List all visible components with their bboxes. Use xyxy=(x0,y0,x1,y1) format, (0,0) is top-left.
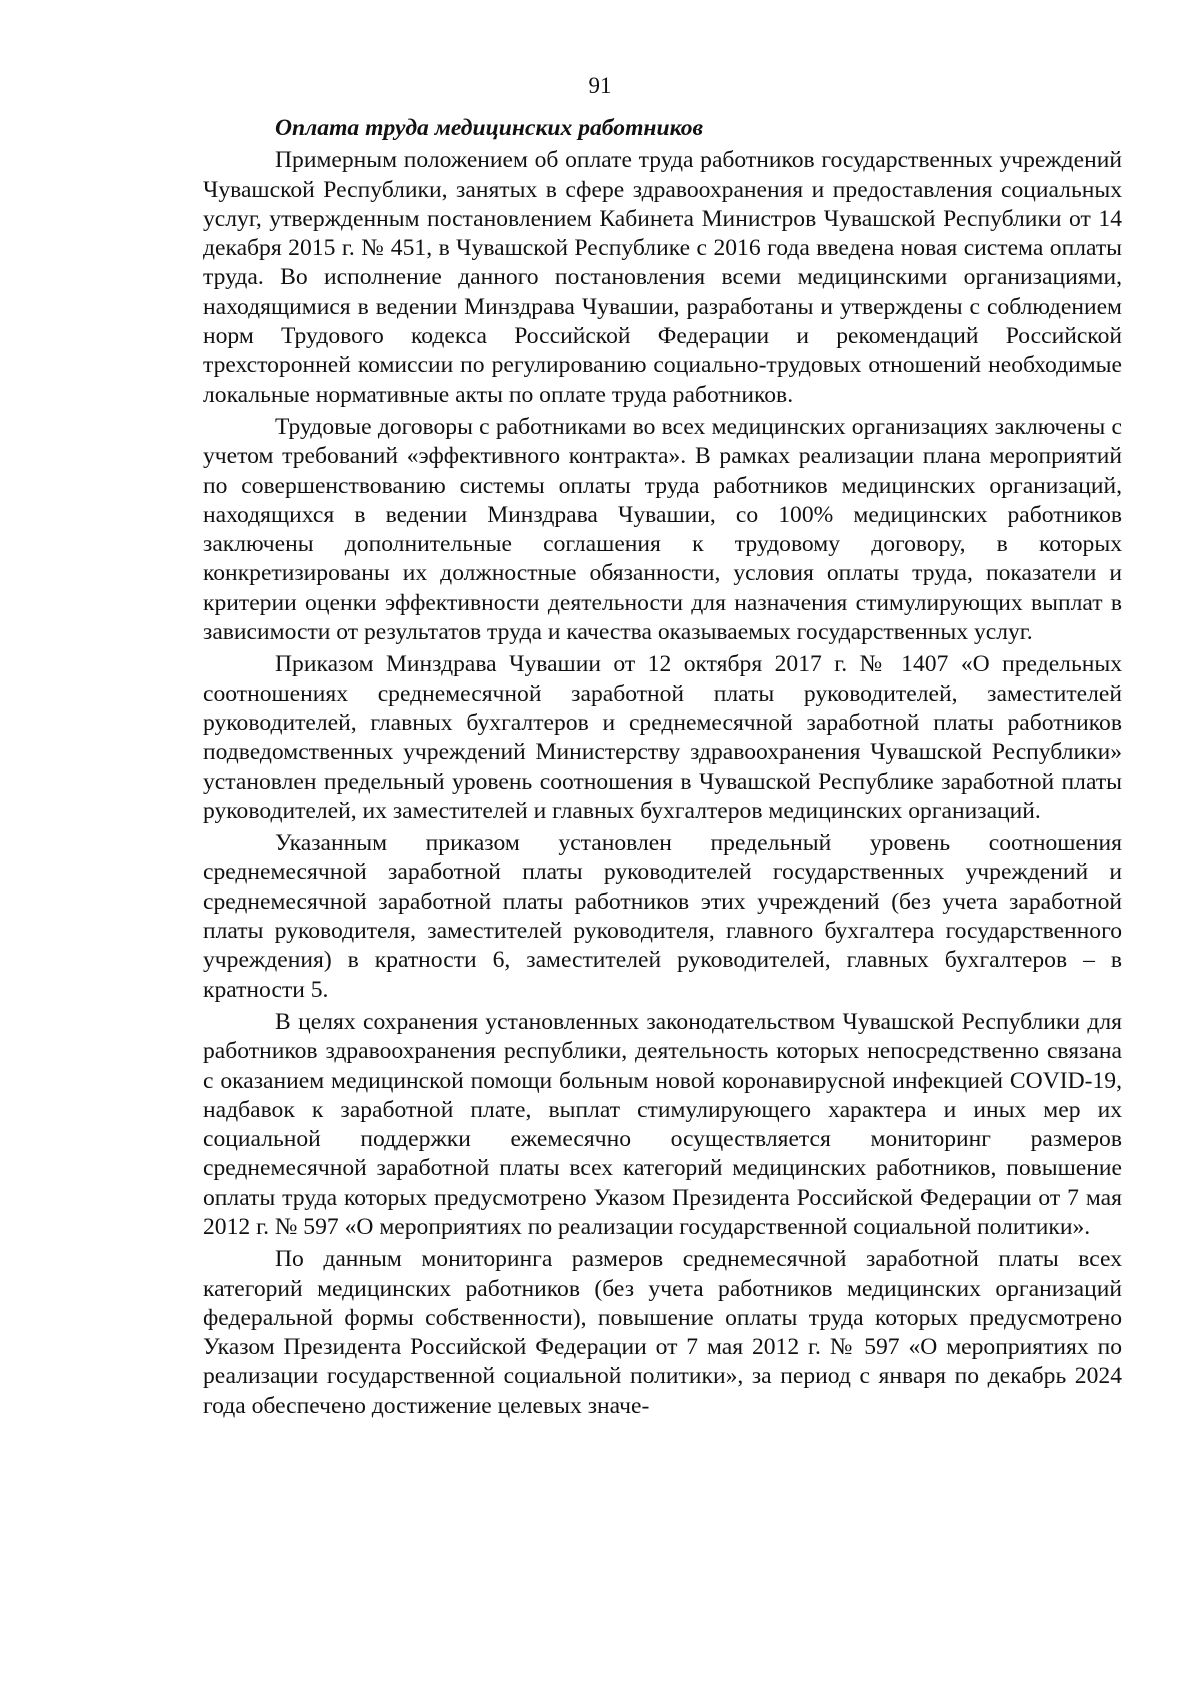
paragraph-4: Указанным приказом установлен предельный уровень соотношения среднемесячной заработной платы руководителей государственных учреждений и среднемесячной заработной платы работников этих учреждений (без учета заработной платы руководителя, заместителей руководителя, главного бухгалтера государственного учреждения) в кратности 6, заместителей руководителей, главных бухгалтеров – в кратности 5. xyxy=(203,830,1122,1003)
paragraph-5: В целях сохранения установленных законодательством Чувашской Республики для работников здравоохранения республики, деятельность которых непосредственно связана с оказанием медицинской помощи больным новой коронавирусной инфекцией COVID-19, надбавок к заработной плате, выплат стимулирующего характера и иных мер их социальной поддержки ежемесячно осуществляется мониторинг размеров среднемесячной заработной платы всех категорий медицинских работников, повышение оплаты труда которых предусмотрено Указом Президента Российской Федерации от 7 мая 2012 г. № 597 «О мероприятиях по реализации государственной социальной политики». xyxy=(203,1008,1122,1240)
section-heading: Оплата труда медицинских работников xyxy=(275,115,704,141)
paragraph-1: Примерным положением об оплате труда работников государственных учреждений Чувашской Республики, занятых в сфере здравоохранения и предоставления социальных услуг, утвержденным постановлением Кабинета Министров Чувашской Республики от 14 декабря 2015 г. № 451, в Чувашской Республике с 2016 года введена новая система оплаты труда. Во исполнение данного постановления всеми медицинскими организациями, находящимися в ведении Минздрава Чувашии, разработаны и утверждены с соблюдением норм Трудового кодекса Российской Федерации и рекомендаций Российской трехсторонней комиссии по регулированию социально-трудовых отношений необходимые локальные нормативные акты по оплате труда работников. xyxy=(203,147,1122,408)
document-body xyxy=(203,114,1122,1421)
paragraph-3: Приказом Минздрава Чувашии от 12 октября 2017 г. № 1407 «О предельных соотношениях среднемесячной заработной платы руководителей, заместителей руководителей, главных бухгалтеров и среднемесячной заработной платы работников подведомственных учреждений Министерству здравоохранения Чувашской Республики» установлен предельный уровень соотношения в Чувашской Республике заработной платы руководителей, их заместителей и главных бухгалтеров медицинских организаций. xyxy=(203,651,1122,824)
paragraph-6: По данным мониторинга размеров среднемесячной заработной платы всех категорий медицинских работников (без учета работников медицинских организаций федеральной формы собственности), повышение оплаты труда которых предусмотрено Указом Президента Российской Федерации от 7 мая 2012 г. № 597 «О мероприятиях по реализации государственной социальной политики», за период с января по декабрь 2024 года обеспечено достижение целевых значе- xyxy=(203,1246,1122,1419)
paragraph-2: Трудовые договоры с работниками во всех медицинских организациях заключены с учетом требований «эффективного контракта». В рамках реализации плана мероприятий по совершенствованию системы оплаты труда работников медицинских организаций, находящихся в ведении Минздрава Чувашии, со 100% медицинских работников заключены дополнительные соглашения к трудовому договору, в которых конкретизированы их должностные обязанности, условия оплаты труда, показатели и критерии оценки эффективности деятельности для назначения стимулирующих выплат в зависимости от результатов труда и качества оказываемых государственных услуг. xyxy=(203,413,1122,646)
page-number: 91 xyxy=(588,73,612,98)
